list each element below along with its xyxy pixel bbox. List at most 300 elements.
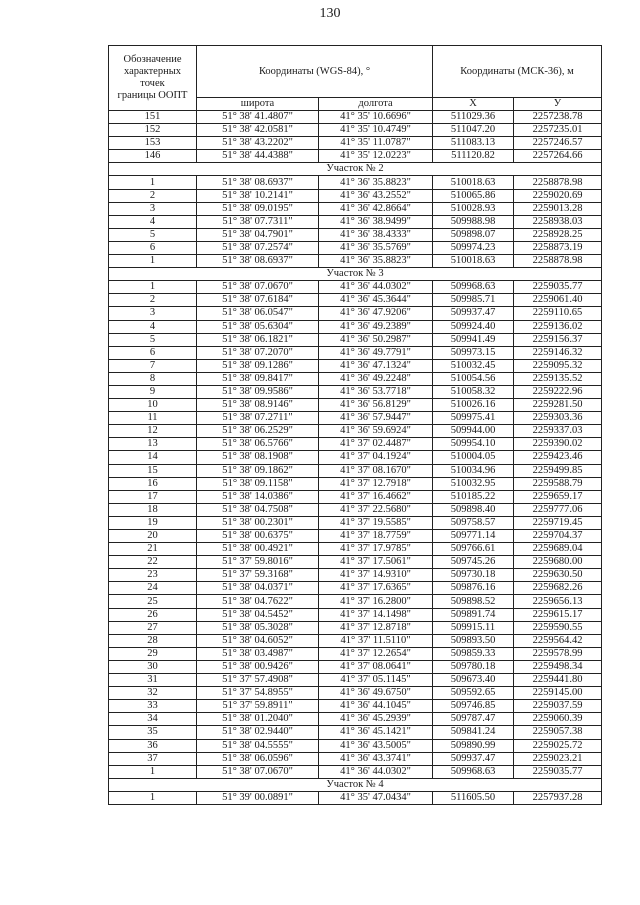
latitude-cell: 51° 38' 07.2070"	[197, 346, 319, 359]
latitude-cell: 51° 38' 06.0596"	[197, 752, 319, 765]
y-coordinate-cell: 2259146.32	[514, 346, 602, 359]
y-coordinate-cell: 2257264.66	[514, 150, 602, 163]
longitude-cell: 41° 36' 49.2389"	[319, 320, 433, 333]
latitude-cell: 51° 38' 05.3028"	[197, 621, 319, 634]
table-row	[109, 634, 602, 647]
latitude-cell: 51° 38' 03.4987"	[197, 647, 319, 660]
x-coordinate-cell: 509891.74	[433, 608, 514, 621]
latitude-cell: 51° 38' 06.2529"	[197, 425, 319, 438]
y-coordinate-cell: 2259659.17	[514, 490, 602, 503]
x-coordinate-cell: 509758.57	[433, 516, 514, 529]
longitude-cell: 41° 36' 47.1324"	[319, 359, 433, 372]
latitude-cell: 51° 38' 05.6304"	[197, 320, 319, 333]
latitude-cell: 51° 37' 54.8955"	[197, 687, 319, 700]
longitude-cell: 41° 36' 43.3741"	[319, 752, 433, 765]
table-row	[109, 346, 602, 359]
x-coordinate-cell: 509968.63	[433, 765, 514, 778]
point-id-cell: 28	[109, 634, 197, 647]
subheader-y: У	[514, 98, 602, 111]
longitude-cell: 41° 37' 08.1670"	[319, 464, 433, 477]
table-row	[109, 543, 602, 556]
y-coordinate-cell: 2259025.72	[514, 739, 602, 752]
latitude-cell: 51° 37' 59.8016"	[197, 556, 319, 569]
longitude-cell: 41° 35' 47.0434"	[319, 791, 433, 804]
table-row	[109, 647, 602, 660]
point-id-cell: 13	[109, 438, 197, 451]
table-row	[109, 752, 602, 765]
longitude-cell: 41° 35' 10.4749"	[319, 124, 433, 137]
x-coordinate-cell: 511120.82	[433, 150, 514, 163]
y-coordinate-cell: 2259095.32	[514, 359, 602, 372]
table-row	[109, 359, 602, 372]
y-coordinate-cell: 2259564.42	[514, 634, 602, 647]
latitude-cell: 51° 38' 02.9440"	[197, 726, 319, 739]
x-coordinate-cell: 509890.99	[433, 739, 514, 752]
y-coordinate-cell: 2259135.52	[514, 372, 602, 385]
latitude-cell: 51° 37' 57.4908"	[197, 674, 319, 687]
point-id-cell: 21	[109, 543, 197, 556]
section-row	[109, 778, 602, 791]
y-coordinate-cell: 2257937.28	[514, 791, 602, 804]
x-coordinate-cell: 510018.63	[433, 176, 514, 189]
longitude-cell: 41° 36' 38.4333"	[319, 228, 433, 241]
table-row	[109, 255, 602, 268]
point-id-cell: 23	[109, 569, 197, 582]
table-row	[109, 150, 602, 163]
x-coordinate-cell: 509975.41	[433, 412, 514, 425]
section-label: Участок № 3	[109, 268, 602, 281]
latitude-cell: 51° 38' 04.5452"	[197, 608, 319, 621]
table-row	[109, 516, 602, 529]
point-id-cell: 9	[109, 385, 197, 398]
longitude-cell: 41° 37' 04.1924"	[319, 451, 433, 464]
y-coordinate-cell: 2259222.96	[514, 385, 602, 398]
x-coordinate-cell: 509924.40	[433, 320, 514, 333]
latitude-cell: 51° 38' 09.1158"	[197, 477, 319, 490]
x-coordinate-cell: 510028.93	[433, 202, 514, 215]
section-row	[109, 163, 602, 176]
x-coordinate-cell: 509745.26	[433, 556, 514, 569]
latitude-cell: 51° 38' 08.6937"	[197, 176, 319, 189]
table-row	[109, 608, 602, 621]
table-row	[109, 176, 602, 189]
point-id-cell: 153	[109, 137, 197, 150]
x-coordinate-cell: 509787.47	[433, 713, 514, 726]
header-point-designation	[109, 46, 197, 111]
latitude-cell: 51° 38' 07.7311"	[197, 215, 319, 228]
table-row	[109, 582, 602, 595]
y-coordinate-cell: 2259719.45	[514, 516, 602, 529]
table-row	[109, 674, 602, 687]
y-coordinate-cell: 2259588.79	[514, 477, 602, 490]
table-row	[109, 189, 602, 202]
longitude-cell: 41° 37' 14.9310"	[319, 569, 433, 582]
y-coordinate-cell: 2259057.38	[514, 726, 602, 739]
y-coordinate-cell: 2259590.55	[514, 621, 602, 634]
y-coordinate-cell: 2259136.02	[514, 320, 602, 333]
x-coordinate-cell: 509859.33	[433, 647, 514, 660]
latitude-cell: 51° 38' 04.0371"	[197, 582, 319, 595]
x-coordinate-cell: 510065.86	[433, 189, 514, 202]
table-row	[109, 700, 602, 713]
point-id-cell: 4	[109, 320, 197, 333]
y-coordinate-cell: 2259023.21	[514, 752, 602, 765]
latitude-cell: 51° 38' 06.5766"	[197, 438, 319, 451]
latitude-cell: 51° 38' 04.7622"	[197, 595, 319, 608]
latitude-cell: 51° 39' 00.0891"	[197, 791, 319, 804]
header-point-line: точек	[140, 78, 165, 89]
point-id-cell: 10	[109, 399, 197, 412]
latitude-cell: 51° 38' 07.2711"	[197, 412, 319, 425]
latitude-cell: 51° 38' 08.1908"	[197, 451, 319, 464]
point-id-cell: 1	[109, 176, 197, 189]
table-row	[109, 385, 602, 398]
y-coordinate-cell: 2259020.69	[514, 189, 602, 202]
x-coordinate-cell: 509766.61	[433, 543, 514, 556]
x-coordinate-cell: 509841.24	[433, 726, 514, 739]
header-point-line: характерных	[123, 66, 182, 77]
y-coordinate-cell: 2259110.65	[514, 307, 602, 320]
y-coordinate-cell: 2258878.98	[514, 176, 602, 189]
x-coordinate-cell: 510032.45	[433, 359, 514, 372]
table-row	[109, 215, 602, 228]
point-id-cell: 5	[109, 333, 197, 346]
x-coordinate-cell: 510004.05	[433, 451, 514, 464]
y-coordinate-cell: 2259704.37	[514, 530, 602, 543]
table-row	[109, 569, 602, 582]
point-id-cell: 8	[109, 372, 197, 385]
longitude-cell: 41° 37' 19.5585"	[319, 516, 433, 529]
longitude-cell: 41° 36' 45.1421"	[319, 726, 433, 739]
y-coordinate-cell: 2259145.00	[514, 687, 602, 700]
point-id-cell: 36	[109, 739, 197, 752]
point-id-cell: 25	[109, 595, 197, 608]
point-id-cell: 22	[109, 556, 197, 569]
table-row	[109, 202, 602, 215]
table-row	[109, 530, 602, 543]
latitude-cell: 51° 38' 06.1821"	[197, 333, 319, 346]
latitude-cell: 51° 38' 10.2141"	[197, 189, 319, 202]
longitude-cell: 41° 37' 14.1498"	[319, 608, 433, 621]
longitude-cell: 41° 36' 35.8823"	[319, 176, 433, 189]
point-id-cell: 151	[109, 111, 197, 124]
table-row	[109, 425, 602, 438]
y-coordinate-cell: 2259037.59	[514, 700, 602, 713]
longitude-cell: 41° 36' 43.2552"	[319, 189, 433, 202]
point-id-cell: 34	[109, 713, 197, 726]
point-id-cell: 31	[109, 674, 197, 687]
y-coordinate-cell: 2259499.85	[514, 464, 602, 477]
x-coordinate-cell: 509780.18	[433, 660, 514, 673]
longitude-cell: 41° 35' 11.0787"	[319, 137, 433, 150]
latitude-cell: 51° 38' 41.4807"	[197, 111, 319, 124]
x-coordinate-cell: 509954.10	[433, 438, 514, 451]
point-id-cell: 1	[109, 255, 197, 268]
x-coordinate-cell: 509915.11	[433, 621, 514, 634]
longitude-cell: 41° 37' 22.5680"	[319, 503, 433, 516]
point-id-cell: 6	[109, 346, 197, 359]
longitude-cell: 41° 37' 17.5061"	[319, 556, 433, 569]
point-id-cell: 16	[109, 477, 197, 490]
longitude-cell: 41° 36' 42.8664"	[319, 202, 433, 215]
latitude-cell: 51° 38' 04.7901"	[197, 228, 319, 241]
y-coordinate-cell: 2259423.46	[514, 451, 602, 464]
y-coordinate-cell: 2259156.37	[514, 333, 602, 346]
longitude-cell: 41° 36' 38.9499"	[319, 215, 433, 228]
point-id-cell: 24	[109, 582, 197, 595]
point-id-cell: 152	[109, 124, 197, 137]
longitude-cell: 41° 36' 45.2939"	[319, 713, 433, 726]
point-id-cell: 2	[109, 189, 197, 202]
table-row	[109, 621, 602, 634]
table-row	[109, 333, 602, 346]
table-row	[109, 556, 602, 569]
latitude-cell: 51° 38' 07.6184"	[197, 294, 319, 307]
longitude-cell: 41° 37' 12.2654"	[319, 647, 433, 660]
y-coordinate-cell: 2259013.28	[514, 202, 602, 215]
point-id-cell: 30	[109, 660, 197, 673]
point-id-cell: 5	[109, 228, 197, 241]
x-coordinate-cell: 509746.85	[433, 700, 514, 713]
x-coordinate-cell: 509974.23	[433, 241, 514, 254]
x-coordinate-cell: 511029.36	[433, 111, 514, 124]
longitude-cell: 41° 35' 12.0223"	[319, 150, 433, 163]
table-header	[109, 46, 602, 111]
x-coordinate-cell: 509944.00	[433, 425, 514, 438]
latitude-cell: 51° 38' 00.6375"	[197, 530, 319, 543]
table-row	[109, 451, 602, 464]
header-wgs84-coordinates: Координаты (WGS-84), °	[197, 46, 433, 98]
table-row	[109, 687, 602, 700]
table-row	[109, 595, 602, 608]
table-row	[109, 726, 602, 739]
section-label: Участок № 4	[109, 778, 602, 791]
table-row	[109, 281, 602, 294]
longitude-cell: 41° 36' 57.9447"	[319, 412, 433, 425]
point-id-cell: 12	[109, 425, 197, 438]
table-row	[109, 765, 602, 778]
page-number: 130	[319, 6, 341, 21]
longitude-cell: 41° 36' 45.3644"	[319, 294, 433, 307]
header-row	[109, 46, 602, 98]
latitude-cell: 51° 38' 08.9146"	[197, 399, 319, 412]
x-coordinate-cell: 509730.18	[433, 569, 514, 582]
table-row	[109, 739, 602, 752]
coordinates-table	[108, 45, 602, 805]
longitude-cell: 41° 37' 02.4487"	[319, 438, 433, 451]
latitude-cell: 51° 38' 14.0386"	[197, 490, 319, 503]
point-id-cell: 15	[109, 464, 197, 477]
latitude-cell: 51° 38' 01.2040"	[197, 713, 319, 726]
longitude-cell: 41° 36' 56.8129"	[319, 399, 433, 412]
x-coordinate-cell: 509898.40	[433, 503, 514, 516]
longitude-cell: 41° 36' 47.9206"	[319, 307, 433, 320]
longitude-cell: 41° 36' 49.2248"	[319, 372, 433, 385]
y-coordinate-cell: 2258928.25	[514, 228, 602, 241]
header-point-line: границы ООПТ	[117, 90, 188, 101]
point-id-cell: 1	[109, 791, 197, 804]
point-id-cell: 29	[109, 647, 197, 660]
longitude-cell: 41° 37' 05.1145"	[319, 674, 433, 687]
x-coordinate-cell: 510018.63	[433, 255, 514, 268]
x-coordinate-cell: 509898.07	[433, 228, 514, 241]
table-row	[109, 228, 602, 241]
longitude-cell: 41° 36' 35.5769"	[319, 241, 433, 254]
latitude-cell: 51° 37' 59.3168"	[197, 569, 319, 582]
y-coordinate-cell: 2259680.00	[514, 556, 602, 569]
latitude-cell: 51° 38' 44.4388"	[197, 150, 319, 163]
x-coordinate-cell: 510054.56	[433, 372, 514, 385]
y-coordinate-cell: 2259615.17	[514, 608, 602, 621]
x-coordinate-cell: 509898.52	[433, 595, 514, 608]
table-row	[109, 399, 602, 412]
table-row	[109, 503, 602, 516]
table-row	[109, 660, 602, 673]
table-row	[109, 124, 602, 137]
subheader-x: Х	[433, 98, 514, 111]
x-coordinate-cell: 511047.20	[433, 124, 514, 137]
table-row	[109, 438, 602, 451]
longitude-cell: 41° 37' 12.8718"	[319, 621, 433, 634]
x-coordinate-cell: 509941.49	[433, 333, 514, 346]
longitude-cell: 41° 37' 12.7918"	[319, 477, 433, 490]
y-coordinate-cell: 2258878.98	[514, 255, 602, 268]
latitude-cell: 51° 38' 04.7508"	[197, 503, 319, 516]
x-coordinate-cell: 511083.13	[433, 137, 514, 150]
table-row	[109, 307, 602, 320]
y-coordinate-cell: 2259035.77	[514, 765, 602, 778]
latitude-cell: 51° 38' 07.0670"	[197, 765, 319, 778]
point-id-cell: 11	[109, 412, 197, 425]
latitude-cell: 51° 38' 07.2574"	[197, 241, 319, 254]
point-id-cell: 17	[109, 490, 197, 503]
longitude-cell: 41° 37' 16.2800"	[319, 595, 433, 608]
longitude-cell: 41° 37' 11.5110"	[319, 634, 433, 647]
longitude-cell: 41° 36' 44.1045"	[319, 700, 433, 713]
longitude-cell: 41° 37' 16.4662"	[319, 490, 433, 503]
y-coordinate-cell: 2258938.03	[514, 215, 602, 228]
y-coordinate-cell: 2257235.01	[514, 124, 602, 137]
x-coordinate-cell: 509973.15	[433, 346, 514, 359]
point-id-cell: 19	[109, 516, 197, 529]
x-coordinate-cell: 509592.65	[433, 687, 514, 700]
point-id-cell: 3	[109, 307, 197, 320]
y-coordinate-cell: 2259656.13	[514, 595, 602, 608]
longitude-cell: 41° 36' 50.2987"	[319, 333, 433, 346]
latitude-cell: 51° 38' 09.1286"	[197, 359, 319, 372]
latitude-cell: 51° 38' 42.0581"	[197, 124, 319, 137]
point-id-cell: 7	[109, 359, 197, 372]
latitude-cell: 51° 38' 00.9426"	[197, 660, 319, 673]
point-id-cell: 14	[109, 451, 197, 464]
latitude-cell: 51° 38' 08.6937"	[197, 255, 319, 268]
table-row	[109, 241, 602, 254]
y-coordinate-cell: 2259498.34	[514, 660, 602, 673]
y-coordinate-cell: 2259060.39	[514, 713, 602, 726]
point-id-cell: 27	[109, 621, 197, 634]
point-id-cell: 6	[109, 241, 197, 254]
x-coordinate-cell: 510034.96	[433, 464, 514, 477]
x-coordinate-cell: 509893.50	[433, 634, 514, 647]
table-body	[109, 111, 602, 805]
y-coordinate-cell: 2257246.57	[514, 137, 602, 150]
longitude-cell: 41° 36' 44.0302"	[319, 765, 433, 778]
longitude-cell: 41° 36' 49.7791"	[319, 346, 433, 359]
header-msk36-coordinates: Координаты (МСК-36), м	[433, 46, 602, 98]
table-row	[109, 294, 602, 307]
x-coordinate-cell: 510185.22	[433, 490, 514, 503]
point-id-cell: 1	[109, 765, 197, 778]
longitude-cell: 41° 37' 08.0641"	[319, 660, 433, 673]
subheader-latitude: широта	[197, 98, 319, 111]
section-row	[109, 268, 602, 281]
longitude-cell: 41° 36' 53.7718"	[319, 385, 433, 398]
y-coordinate-cell: 2259390.02	[514, 438, 602, 451]
latitude-cell: 51° 38' 09.0195"	[197, 202, 319, 215]
x-coordinate-cell: 510058.32	[433, 385, 514, 398]
point-id-cell: 146	[109, 150, 197, 163]
point-id-cell: 35	[109, 726, 197, 739]
table-row	[109, 490, 602, 503]
x-coordinate-cell: 511605.50	[433, 791, 514, 804]
table-row	[109, 477, 602, 490]
latitude-cell: 51° 38' 00.2301"	[197, 516, 319, 529]
y-coordinate-cell: 2259303.36	[514, 412, 602, 425]
x-coordinate-cell: 509937.47	[433, 752, 514, 765]
latitude-cell: 51° 37' 59.8911"	[197, 700, 319, 713]
longitude-cell: 41° 37' 17.9785"	[319, 543, 433, 556]
latitude-cell: 51° 38' 09.9586"	[197, 385, 319, 398]
y-coordinate-cell: 2259689.04	[514, 543, 602, 556]
y-coordinate-cell: 2259337.03	[514, 425, 602, 438]
y-coordinate-cell: 2257238.78	[514, 111, 602, 124]
x-coordinate-cell: 510026.16	[433, 399, 514, 412]
table-row	[109, 791, 602, 804]
section-label: Участок № 2	[109, 163, 602, 176]
header-point-line: Обозначение	[123, 54, 182, 65]
table-row	[109, 137, 602, 150]
longitude-cell: 41° 37' 17.6365"	[319, 582, 433, 595]
y-coordinate-cell: 2259035.77	[514, 281, 602, 294]
latitude-cell: 51° 38' 09.8417"	[197, 372, 319, 385]
latitude-cell: 51° 38' 09.1862"	[197, 464, 319, 477]
x-coordinate-cell: 509988.98	[433, 215, 514, 228]
y-coordinate-cell: 2258873.19	[514, 241, 602, 254]
latitude-cell: 51° 38' 04.6052"	[197, 634, 319, 647]
y-coordinate-cell: 2259777.06	[514, 503, 602, 516]
x-coordinate-cell: 510032.95	[433, 477, 514, 490]
point-id-cell: 4	[109, 215, 197, 228]
table-row	[109, 713, 602, 726]
longitude-cell: 41° 36' 44.0302"	[319, 281, 433, 294]
point-id-cell: 20	[109, 530, 197, 543]
x-coordinate-cell: 509673.40	[433, 674, 514, 687]
y-coordinate-cell: 2259061.40	[514, 294, 602, 307]
table-row	[109, 372, 602, 385]
point-id-cell: 3	[109, 202, 197, 215]
point-id-cell: 37	[109, 752, 197, 765]
x-coordinate-cell: 509771.14	[433, 530, 514, 543]
x-coordinate-cell: 509968.63	[433, 281, 514, 294]
y-coordinate-cell: 2259578.99	[514, 647, 602, 660]
longitude-cell: 41° 36' 35.8823"	[319, 255, 433, 268]
y-coordinate-cell: 2259630.50	[514, 569, 602, 582]
point-id-cell: 1	[109, 281, 197, 294]
x-coordinate-cell: 509985.71	[433, 294, 514, 307]
longitude-cell: 41° 35' 10.6696"	[319, 111, 433, 124]
longitude-cell: 41° 36' 49.6750"	[319, 687, 433, 700]
latitude-cell: 51° 38' 04.5555"	[197, 739, 319, 752]
